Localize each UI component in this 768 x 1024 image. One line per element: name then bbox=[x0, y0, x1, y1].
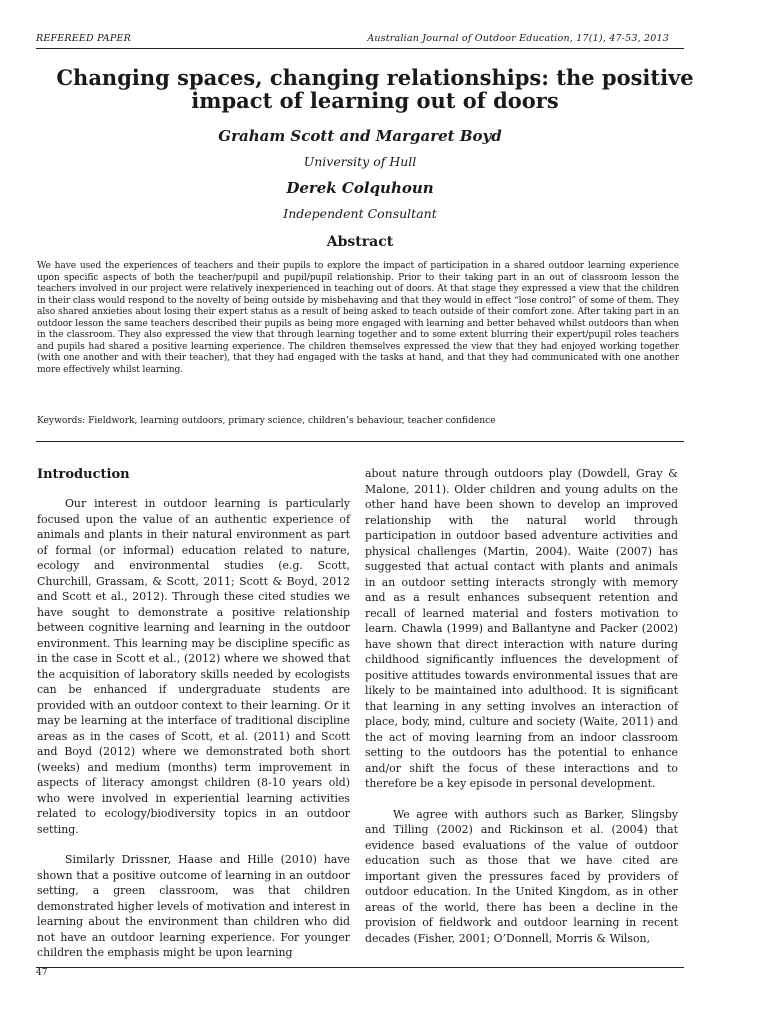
page-number: 47 bbox=[36, 968, 48, 978]
abstract-heading: Abstract bbox=[326, 234, 394, 250]
keywords: Keywords: Fieldwork, learning outdoors, primary science, children’s behaviour, teacher confidence bbox=[37, 416, 496, 426]
section-heading: Introduction bbox=[37, 467, 130, 482]
authors-primary: Graham Scott and Margaret Boyd bbox=[218, 127, 502, 145]
body-column-left bbox=[37, 466, 350, 961]
section-divider bbox=[36, 441, 684, 442]
body-column-right bbox=[365, 466, 678, 946]
journal-citation: Australian Journal of Outdoor Education, 17(1), 47-53, 2013 bbox=[367, 33, 669, 44]
paragraph: Similarly Drissner, Haase and Hille (2010) have shown that a positive outcome of learning in an outdoor setting, a green classroom, was that children demonstrated higher levels of motivation and interest in learning about the environment than children who did not have an outdoor learning experience. For younger children the emphasis might be upon learning bbox=[37, 853, 350, 959]
running-header bbox=[36, 33, 669, 44]
footer-rule bbox=[36, 967, 684, 968]
paragraph: Our interest in outdoor learning is particularly focused upon the value of an authentic experience of animals and plants in their natural environment as part of formal (or informal) education related to nature, ecology and environmental studies (e.g. Scott, Churchill, Grassam, & Scott, 2011; Scott & Boyd, 2012 and Scott et al., 2012). Through these cited studies we have sought to demonstrate a positive relationship between cognitive learning and learning in the outdoor environment. This learning may be discipline specific as in the case in Scott et al., (2012) where we showed that the acquisition of laboratory skills needed by ecologists can be enhanced if undergraduate students are provided with an outdoor context to their learning. Or it may be learning at the interface of traditional discipline areas as in the cases of Scott, et al. (2011) and Scott and Boyd (2012) where we demonstrated both short (weeks) and medium (months) term improvement in aspects of literacy amongst children (8-10 years old) who were involved in experiential learning activities related to ecology/biodiversity topics in an outdoor setting. bbox=[37, 497, 350, 836]
paragraph: about nature through outdoors play (Dowdell, Gray & Malone, 2011). Older children and young adults on the other hand have been shown to develop an improved relationship with the natural world through participation in outdoor based adventure activities and physical challenges (Martin, 2004). Waite (2007) has suggested that actual contact with plants and animals in an outdoor setting interacts strongly with memory and as a result enhances subsequent retention and recall of learned material and fosters motivation to learn. Chawla (1999) and Ballantyne and Packer (2002) have shown that direct interaction with nature during childhood significantly influences the development of positive attitudes towards environmental issues that are likely to be maintained into adulthood. It is significant that learning in any setting involves an interaction of place, body, mind, culture and society (Waite, 2011) and the act of moving learning from an indoor classroom setting to the outdoors has the potential to enhance and/or shift the focus of these interactions and to therefore be a key episode in personal development. bbox=[365, 467, 678, 790]
header-rule bbox=[36, 48, 684, 49]
paper-title: Changing spaces, changing relationships: the positive impact of learning out of doors bbox=[56, 65, 694, 113]
header-left-label: REFEREED PAPER bbox=[36, 33, 131, 44]
affiliation-primary: University of Hull bbox=[303, 154, 417, 169]
affiliation-secondary: Independent Consultant bbox=[283, 206, 437, 221]
paragraph: We agree with authors such as Barker, Slingsby and Tilling (2002) and Rickinson et al. (2004) that evidence based evaluations of the value of outdoor education such as those that we have cited are important given the pressures faced by providers of outdoor education. In the United Kingdom, as in other areas of the world, there has been a decline in the provision of fieldwork and outdoor learning in recent decades (Fisher, 2001; O’Donnell, Morris & Wilson, bbox=[365, 807, 678, 945]
abstract-text: We have used the experiences of teachers and their pupils to explore the impact of participation in a shared outdoor learning experience upon specific aspects of both the teacher/pupil and pupil/pupil relationship. Prior to their taking part in an out of classroom lesson the teachers involved in our project were relatively inexperienced in teaching out of doors. At that stage they expressed a view that the children in their class would respond to the novelty of being outside by misbehaving and that they would in effect “lose control” of some of them. They also shared anxieties about losing their expert status as a result of being asked to teach outside of their comfort zone. After taking part in an outdoor lesson the same teachers described their pupils as being more engaged with learning and better behaved whilst outdoors than when in the classroom. They also expressed the view that through learning together and to some extent blurring their expert/pupil roles teachers and pupils had shared a positive learning experience. The children themselves expressed the view that they had enjoyed working together (with one another and with their teacher), that they had engaged with the tasks at hand, and that they had communicated with one another more effectively whilst learning. bbox=[37, 261, 679, 375]
authors-secondary: Derek Colquhoun bbox=[286, 179, 434, 197]
